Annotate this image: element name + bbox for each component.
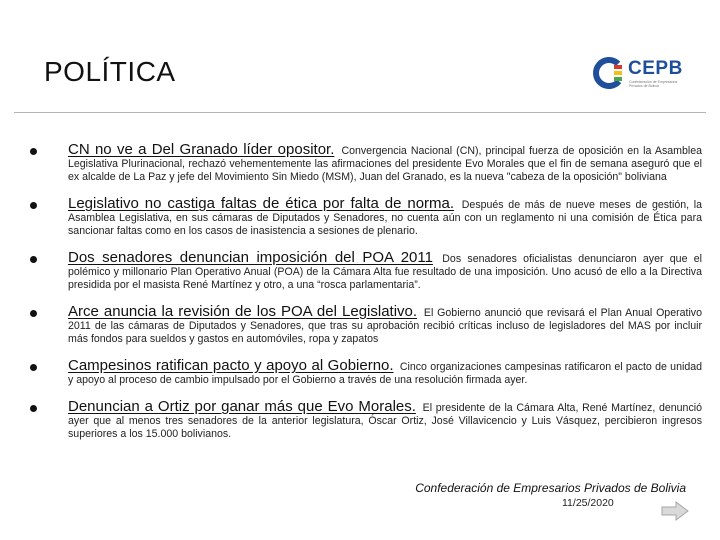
bullet-icon xyxy=(30,202,37,209)
news-body: Cinco organizaciones campesinas ratificaron el pacto de unidad y apoyo al proceso de cambio impulsado por el Gobierno a través de una resolución firmada ayer. xyxy=(68,361,702,386)
news-body: Después de más de nueve meses de gestión, la Asamblea Legislativa, en sus cámaras de Diputados y Senadores, no cuenta aún con un reglamento ni una comisión de Ética para sancionar faltas como en los casos de inasistencia a sesiones de plenario. xyxy=(68,199,703,237)
news-list xyxy=(30,142,702,453)
news-item xyxy=(30,399,702,441)
bullet-icon xyxy=(30,405,37,412)
news-item xyxy=(30,250,702,292)
news-headline-link[interactable]: Campesinos ratifican pacto y apoyo al Gobierno. xyxy=(68,357,394,374)
footer-organization: Confederación de Empresarios Privados de Bolivia xyxy=(415,481,686,495)
bullet-icon xyxy=(30,310,37,317)
news-headline-link[interactable]: Dos senadores denuncian imposición del POA 2011 xyxy=(68,249,433,266)
news-body: Dos senadores oficialistas denunciaron ayer que el polémico y millonario Plan Operativo Anual (POA) de la Cámara Alta fue resultado de una imposición. Uno acusó de ello a la Directiva presidida por el masista René Martínez y otro, a una “rosca parlamentaria”. xyxy=(68,253,702,291)
news-item xyxy=(30,358,702,387)
brand-logo xyxy=(592,56,707,92)
news-headline-link[interactable]: CN no ve a Del Granado líder opositor. xyxy=(68,141,335,158)
news-body: El Gobierno anunció que revisará el Plan Anual Operativo 2011 de las cámaras de Diputados y Senadores, que tras su aprobación recibió críticas incluso de legisladores del MAS por incluir más fondos para sueldos y gastos en automóviles, ropa y zapatos xyxy=(68,307,702,345)
brand-subtitle: Confederación de Empresarios Privados de Bolivia xyxy=(629,80,678,88)
news-paragraph xyxy=(68,304,702,346)
title-divider xyxy=(14,112,706,113)
news-body: El presidente de la Cámara Alta, René Martínez, denunció ayer que al menos tres senadores de la anterior legislatura, Óscar Ortiz, José Villavicencio y Luis Vásquez, percibieron ingresos superiores a los 15.000 bolivianos. xyxy=(68,402,702,440)
news-headline-link[interactable]: Arce anuncia la revisión de los POA del Legislativo. xyxy=(68,303,418,320)
news-item xyxy=(30,304,702,346)
news-body: Convergencia Nacional (CN), principal fuerza de oposición en la Asamblea Legislativa Plurinacional, rechazó vehementemente las afirmaciones del presidente Evo Morales que el fin de semana aseguró que el ex alcalde de La Paz y jefe del Movimiento Sin Miedo (MSM), Juan del Granado, es la nueva "cabeza de la oposición" boliviana xyxy=(68,145,702,183)
news-item xyxy=(30,142,702,184)
news-headline-link[interactable]: Denuncian a Ortiz por ganar más que Evo Morales. xyxy=(68,398,416,415)
brand-name: CEPB xyxy=(628,58,683,79)
bullet-icon xyxy=(30,364,37,371)
arrow-right-icon xyxy=(660,500,690,522)
news-paragraph xyxy=(68,399,702,441)
slide-title: POLÍTICA xyxy=(44,56,176,87)
news-paragraph xyxy=(68,142,702,184)
news-paragraph xyxy=(68,196,702,238)
news-headline-link[interactable]: Legislativo no castiga faltas de ética por falta de norma. xyxy=(68,195,455,212)
cepb-logo-icon xyxy=(592,56,626,90)
news-paragraph xyxy=(68,358,702,387)
footer-date: 11/25/2020 xyxy=(562,497,614,509)
news-paragraph xyxy=(68,250,702,292)
next-slide-button[interactable] xyxy=(660,500,690,522)
news-item xyxy=(30,196,702,238)
bullet-icon xyxy=(30,148,37,155)
bullet-icon xyxy=(30,256,37,263)
